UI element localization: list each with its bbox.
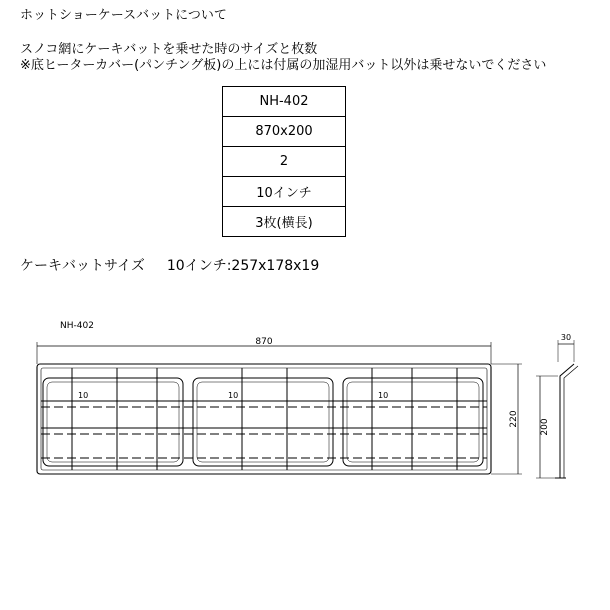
tray-inner-outline xyxy=(197,382,329,462)
tray-label: 10 xyxy=(378,391,389,400)
grid-wires-vertical xyxy=(72,368,457,470)
table-row xyxy=(223,177,346,207)
warning-note: ※底ヒーターカバー(パンチング板)の上には付属の加湿用バット以外は乗せないでください xyxy=(20,58,547,73)
tray-outline xyxy=(193,378,333,466)
tray-label: 10 xyxy=(228,391,239,400)
spec-model: NH-402 xyxy=(223,87,346,117)
spec-tray-count: 3枚(横長) xyxy=(223,207,346,237)
side-profile xyxy=(560,364,574,478)
spec-dimensions: 870x200 xyxy=(223,117,346,147)
tray-outline xyxy=(343,378,483,466)
tray-size-label: ケーキバットサイズ xyxy=(20,258,145,274)
tray-size-value: 10インチ:257x178x19 xyxy=(166,258,320,274)
hidden-lines xyxy=(41,407,487,458)
side-height-label: 200 xyxy=(540,418,550,436)
tray-label: 10 xyxy=(78,391,89,400)
shelf-drawing xyxy=(0,300,610,500)
description-line: スノコ網にケーキバットを乗せた時のサイズと枚数 xyxy=(20,42,318,57)
grid-wires-horizontal xyxy=(41,401,487,428)
spec-shelves: 2 xyxy=(223,147,346,177)
tray-size-line xyxy=(20,255,319,275)
spec-table xyxy=(222,86,346,237)
side-depth-label: 30 xyxy=(560,333,572,342)
table-row xyxy=(223,207,346,237)
table-row xyxy=(223,147,346,177)
height-dimension-label: 220 xyxy=(509,410,519,428)
table-row xyxy=(223,117,346,147)
side-profile-inner xyxy=(564,366,578,478)
page-title: ホットショーケースバットについて xyxy=(20,8,227,23)
tray-inner-outline xyxy=(347,382,479,462)
shelf-inner-frame xyxy=(41,368,487,470)
table-row xyxy=(223,87,346,117)
drawing-model-label: NH-402 xyxy=(60,321,94,331)
tray-outline xyxy=(43,378,183,466)
shelf-frame xyxy=(37,364,491,474)
width-dimension-label: 870 xyxy=(255,337,273,347)
tray-inner-outline xyxy=(47,382,179,462)
spec-tray-size: 10インチ xyxy=(223,177,346,207)
